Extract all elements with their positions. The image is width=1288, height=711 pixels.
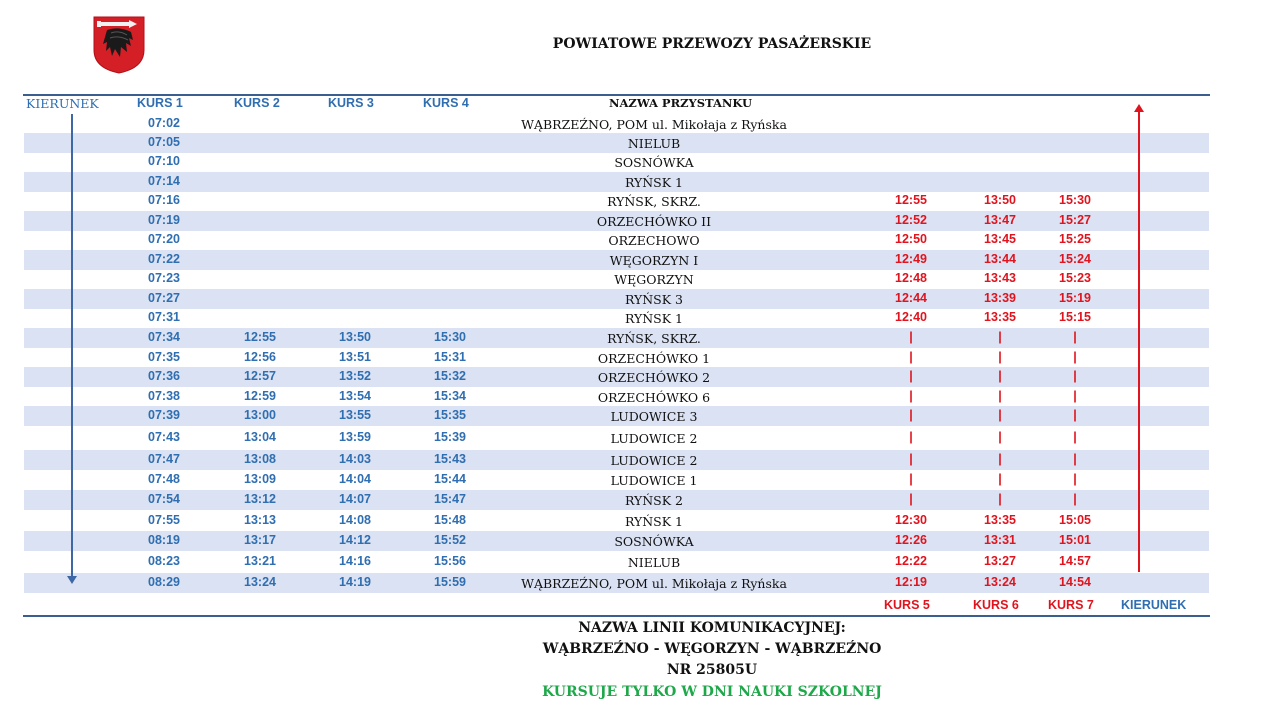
time-cell-k1: 08:29: [148, 575, 180, 589]
time-cell-k2: 12:55: [244, 330, 276, 344]
line-name-label: NAZWA LINII KOMUNIKACYJNEJ:: [578, 620, 846, 636]
time-cell-k5: [871, 152, 951, 172]
table-row: [24, 490, 1209, 510]
time-cell-k7: [1035, 133, 1115, 153]
column-header-direction-return: KIERUNEK: [1121, 598, 1187, 612]
time-cell-k2: 13:00: [244, 408, 276, 422]
table-row: [24, 531, 1209, 551]
time-cell-k6: [960, 114, 1040, 134]
time-cell-k3: 13:51: [339, 350, 371, 364]
time-cell-k2: [220, 289, 300, 309]
time-cell-k7: 15:19: [1059, 291, 1091, 305]
time-cell-k7: 15:25: [1059, 232, 1091, 246]
time-cell-k1: 07:34: [148, 330, 180, 344]
time-cell-k2: [220, 114, 300, 134]
time-cell-k7: [1035, 152, 1115, 172]
time-cell-k1: 07:39: [148, 408, 180, 422]
time-cell-k3: 14:12: [339, 533, 371, 547]
time-cell-k4: 15:30: [434, 330, 466, 344]
time-cell-k5: 12:44: [895, 291, 927, 305]
time-cell-k1: 07:31: [148, 310, 180, 324]
time-cell-k6: 13:31: [984, 533, 1016, 547]
time-cell-k2: 12:56: [244, 350, 276, 364]
time-cell-k1: 07:27: [148, 291, 180, 305]
time-cell-k2: 12:57: [244, 369, 276, 383]
table-row: [24, 269, 1209, 289]
stop-name-cell: LUDOWICE 1: [610, 473, 698, 488]
time-cell-k4: 15:56: [434, 554, 466, 568]
time-cell-k3: [315, 269, 395, 289]
table-row: [24, 367, 1209, 387]
time-cell-k3: 13:59: [339, 430, 371, 444]
time-cell-k1: 07:38: [148, 389, 180, 403]
time-cell-k2: 13:08: [244, 452, 276, 466]
time-cell-k5: |: [909, 472, 913, 486]
table-row: [24, 573, 1209, 593]
time-cell-k6: 13:47: [984, 213, 1016, 227]
table-row: [24, 250, 1209, 270]
time-cell-k5: |: [909, 369, 913, 383]
stop-name-cell: NIELUB: [627, 136, 681, 151]
time-cell-k7: |: [1073, 430, 1077, 444]
time-cell-k1: 07:48: [148, 472, 180, 486]
time-cell-k7: |: [1073, 369, 1077, 383]
column-header-kurs2: KURS 2: [234, 96, 280, 110]
time-cell-k5: 12:55: [895, 193, 927, 207]
time-cell-k7: |: [1073, 472, 1077, 486]
column-header-kurs7: KURS 7: [1048, 598, 1094, 612]
direction-up-arrow-head: [1134, 104, 1144, 112]
time-cell-k2: [220, 250, 300, 270]
time-cell-k2: 13:21: [244, 554, 276, 568]
table-row: [24, 450, 1209, 470]
stop-name-cell: WĄBRZEŹNO, POM ul. Mikołaja z Ryńska: [521, 117, 787, 132]
time-cell-k3: 13:55: [339, 408, 371, 422]
time-cell-k7: |: [1073, 492, 1077, 506]
time-cell-k1: 07:02: [148, 116, 180, 130]
time-cell-k5: [871, 172, 951, 192]
time-cell-k5: [871, 114, 951, 134]
time-cell-k3: [315, 230, 395, 250]
direction-down-arrow: [71, 114, 73, 578]
time-cell-k3: 14:03: [339, 452, 371, 466]
time-cell-k1: 07:54: [148, 492, 180, 506]
time-cell-k7: 15:23: [1059, 271, 1091, 285]
table-row: [24, 152, 1209, 172]
time-cell-k5: 12:48: [895, 271, 927, 285]
time-cell-k3: [315, 114, 395, 134]
time-cell-k2: [220, 191, 300, 211]
time-cell-k6: 13:35: [984, 513, 1016, 527]
time-cell-k4: 15:48: [434, 513, 466, 527]
table-row: [24, 133, 1209, 153]
time-cell-k5: 12:49: [895, 252, 927, 266]
time-cell-k7: 15:24: [1059, 252, 1091, 266]
time-cell-k6: |: [998, 330, 1002, 344]
table-bottom-divider: [23, 615, 1210, 617]
time-cell-k4: 15:47: [434, 492, 466, 506]
time-cell-k5: 12:19: [895, 575, 927, 589]
table-row: [24, 406, 1209, 426]
time-cell-k2: [220, 133, 300, 153]
time-cell-k6: |: [998, 472, 1002, 486]
time-cell-k2: [220, 152, 300, 172]
time-cell-k2: 13:04: [244, 430, 276, 444]
stop-name-cell: RYŃSK 2: [624, 493, 684, 508]
time-cell-k2: 13:24: [244, 575, 276, 589]
time-cell-k7: 14:54: [1059, 575, 1091, 589]
time-cell-k6: |: [998, 408, 1002, 422]
time-cell-k6: |: [998, 492, 1002, 506]
stop-name-cell: ORZECHÓWKO 2: [597, 370, 711, 385]
table-row: [24, 328, 1209, 348]
time-cell-k1: 07:47: [148, 452, 180, 466]
time-cell-k7: [1035, 114, 1115, 134]
time-cell-k6: |: [998, 350, 1002, 364]
stop-name-cell: WĘGORZYN I: [609, 253, 699, 268]
stop-name-cell: LUDOWICE 2: [610, 453, 698, 468]
table-row: [24, 387, 1209, 407]
time-cell-k3: [315, 211, 395, 231]
time-cell-k2: 13:13: [244, 513, 276, 527]
time-cell-k2: [220, 211, 300, 231]
time-cell-k1: 07:36: [148, 369, 180, 383]
time-cell-k4: 15:31: [434, 350, 466, 364]
time-cell-k5: 12:50: [895, 232, 927, 246]
table-row: [24, 172, 1209, 192]
direction-down-arrow-head: [67, 576, 77, 584]
stop-name-cell: SOSNÓWKA: [614, 155, 694, 170]
time-cell-k6: [960, 133, 1040, 153]
time-cell-k2: 13:17: [244, 533, 276, 547]
time-cell-k7: |: [1073, 350, 1077, 364]
route-name: WĄBRZEŹNO - WĘGORZYN - WĄBRZEŹNO: [542, 641, 882, 657]
time-cell-k1: 08:23: [148, 554, 180, 568]
table-row: [24, 230, 1209, 250]
column-header-kurs1: KURS 1: [137, 96, 183, 110]
time-cell-k6: 13:43: [984, 271, 1016, 285]
time-cell-k1: 08:19: [148, 533, 180, 547]
time-cell-k7: 15:27: [1059, 213, 1091, 227]
time-cell-k6: 13:24: [984, 575, 1016, 589]
time-cell-k2: [220, 269, 300, 289]
time-cell-k3: [315, 289, 395, 309]
time-cell-k3: [315, 133, 395, 153]
time-cell-k6: |: [998, 369, 1002, 383]
stop-name-cell: RYŃSK, SKRZ.: [607, 194, 701, 209]
time-cell-k3: 14:08: [339, 513, 371, 527]
time-cell-k5: 12:30: [895, 513, 927, 527]
time-cell-k5: |: [909, 408, 913, 422]
time-cell-k3: [315, 191, 395, 211]
time-cell-k6: |: [998, 430, 1002, 444]
time-cell-k3: 13:52: [339, 369, 371, 383]
time-cell-k2: 12:59: [244, 389, 276, 403]
table-row: [24, 114, 1209, 134]
time-cell-k6: |: [998, 389, 1002, 403]
time-cell-k3: [315, 250, 395, 270]
time-cell-k1: 07:19: [148, 213, 180, 227]
column-header-kurs3: KURS 3: [328, 96, 374, 110]
time-cell-k5: 12:26: [895, 533, 927, 547]
column-header-kurs6: KURS 6: [973, 598, 1019, 612]
time-cell-k3: 14:19: [339, 575, 371, 589]
page-title: POWIATOWE PRZEWOZY PASAŻERSKIE: [552, 36, 872, 52]
stop-name-cell: RYŃSK 1: [624, 311, 684, 326]
time-cell-k1: 07:35: [148, 350, 180, 364]
time-cell-k3: [315, 152, 395, 172]
time-cell-k1: 07:43: [148, 430, 180, 444]
time-cell-k5: 12:22: [895, 554, 927, 568]
time-cell-k2: 13:09: [244, 472, 276, 486]
time-cell-k1: 07:16: [148, 193, 180, 207]
table-row: [24, 511, 1209, 531]
time-cell-k3: 13:54: [339, 389, 371, 403]
time-cell-k5: |: [909, 430, 913, 444]
stop-name-cell: ORZECHÓWKO II: [596, 214, 712, 229]
table-row: [24, 470, 1209, 490]
time-cell-k1: 07:10: [148, 154, 180, 168]
line-number: NR 25805U: [666, 662, 758, 678]
time-cell-k7: 14:57: [1059, 554, 1091, 568]
time-cell-k6: 13:44: [984, 252, 1016, 266]
stop-name-cell: ORZECHÓWKO 1: [597, 351, 711, 366]
table-row: [24, 552, 1209, 572]
time-cell-k1: 07:55: [148, 513, 180, 527]
stop-name-cell: ORZECHOWO: [608, 233, 700, 248]
time-cell-k7: 15:05: [1059, 513, 1091, 527]
column-header-stop-name: NAZWA PRZYSTANKU: [609, 96, 753, 110]
time-cell-k4: 15:35: [434, 408, 466, 422]
time-cell-k4: 15:44: [434, 472, 466, 486]
time-cell-k3: 14:04: [339, 472, 371, 486]
time-cell-k7: 15:15: [1059, 310, 1091, 324]
time-cell-k7: |: [1073, 452, 1077, 466]
time-cell-k3: [315, 172, 395, 192]
time-cell-k3: [315, 308, 395, 328]
time-cell-k2: 13:12: [244, 492, 276, 506]
time-cell-k7: [1035, 172, 1115, 192]
time-cell-k7: |: [1073, 408, 1077, 422]
time-cell-k6: 13:39: [984, 291, 1016, 305]
time-cell-k5: |: [909, 389, 913, 403]
stop-name-cell: SOSNÓWKA: [614, 534, 694, 549]
time-cell-k6: 13:27: [984, 554, 1016, 568]
time-cell-k7: |: [1073, 330, 1077, 344]
time-cell-k4: 15:32: [434, 369, 466, 383]
table-row: [24, 428, 1209, 448]
time-cell-k4: 15:43: [434, 452, 466, 466]
stop-name-cell: NIELUB: [627, 555, 681, 570]
table-row: [24, 191, 1209, 211]
direction-up-arrow: [1138, 112, 1140, 572]
time-cell-k2: [220, 172, 300, 192]
time-cell-k3: 14:16: [339, 554, 371, 568]
time-cell-k6: 13:35: [984, 310, 1016, 324]
column-header-kurs4: KURS 4: [423, 96, 469, 110]
time-cell-k6: |: [998, 452, 1002, 466]
time-cell-k5: |: [909, 350, 913, 364]
stop-name-cell: RYŃSK 3: [624, 292, 684, 307]
time-cell-k5: |: [909, 492, 913, 506]
stop-name-cell: RYŃSK 1: [624, 514, 684, 529]
time-cell-k6: 13:45: [984, 232, 1016, 246]
stop-name-cell: WĄBRZEŹNO, POM ul. Mikołaja z Ryńska: [521, 576, 787, 591]
time-cell-k1: 07:23: [148, 271, 180, 285]
time-cell-k3: 14:07: [339, 492, 371, 506]
time-cell-k6: [960, 172, 1040, 192]
time-cell-k5: 12:40: [895, 310, 927, 324]
table-row: [24, 348, 1209, 368]
time-cell-k1: 07:05: [148, 135, 180, 149]
time-cell-k6: 13:50: [984, 193, 1016, 207]
schedule-note: KURSUJE TYLKO W DNI NAUKI SZKOLNEJ: [542, 684, 882, 700]
table-row: [24, 211, 1209, 231]
stop-name-cell: LUDOWICE 2: [610, 431, 698, 446]
column-header-kurs5: KURS 5: [884, 598, 930, 612]
stop-name-cell: WĘGORZYN: [614, 272, 694, 287]
time-cell-k6: [960, 152, 1040, 172]
time-cell-k7: 15:30: [1059, 193, 1091, 207]
table-row: [24, 308, 1209, 328]
time-cell-k7: |: [1073, 389, 1077, 403]
time-cell-k5: [871, 133, 951, 153]
time-cell-k4: 15:39: [434, 430, 466, 444]
column-header-direction: KIERUNEK: [26, 96, 99, 111]
stop-name-cell: RYŃSK 1: [624, 175, 684, 190]
time-cell-k1: 07:20: [148, 232, 180, 246]
time-cell-k2: [220, 230, 300, 250]
stop-name-cell: RYŃSK, SKRZ.: [607, 331, 701, 346]
time-cell-k5: |: [909, 330, 913, 344]
time-cell-k3: 13:50: [339, 330, 371, 344]
time-cell-k4: 15:52: [434, 533, 466, 547]
stop-name-cell: ORZECHÓWKO 6: [597, 390, 711, 405]
time-cell-k7: 15:01: [1059, 533, 1091, 547]
time-cell-k1: 07:22: [148, 252, 180, 266]
time-cell-k4: 15:59: [434, 575, 466, 589]
time-cell-k2: [220, 308, 300, 328]
stop-name-cell: LUDOWICE 3: [610, 409, 698, 424]
table-row: [24, 289, 1209, 309]
time-cell-k5: |: [909, 452, 913, 466]
time-cell-k4: 15:34: [434, 389, 466, 403]
time-cell-k5: 12:52: [895, 213, 927, 227]
time-cell-k1: 07:14: [148, 174, 180, 188]
